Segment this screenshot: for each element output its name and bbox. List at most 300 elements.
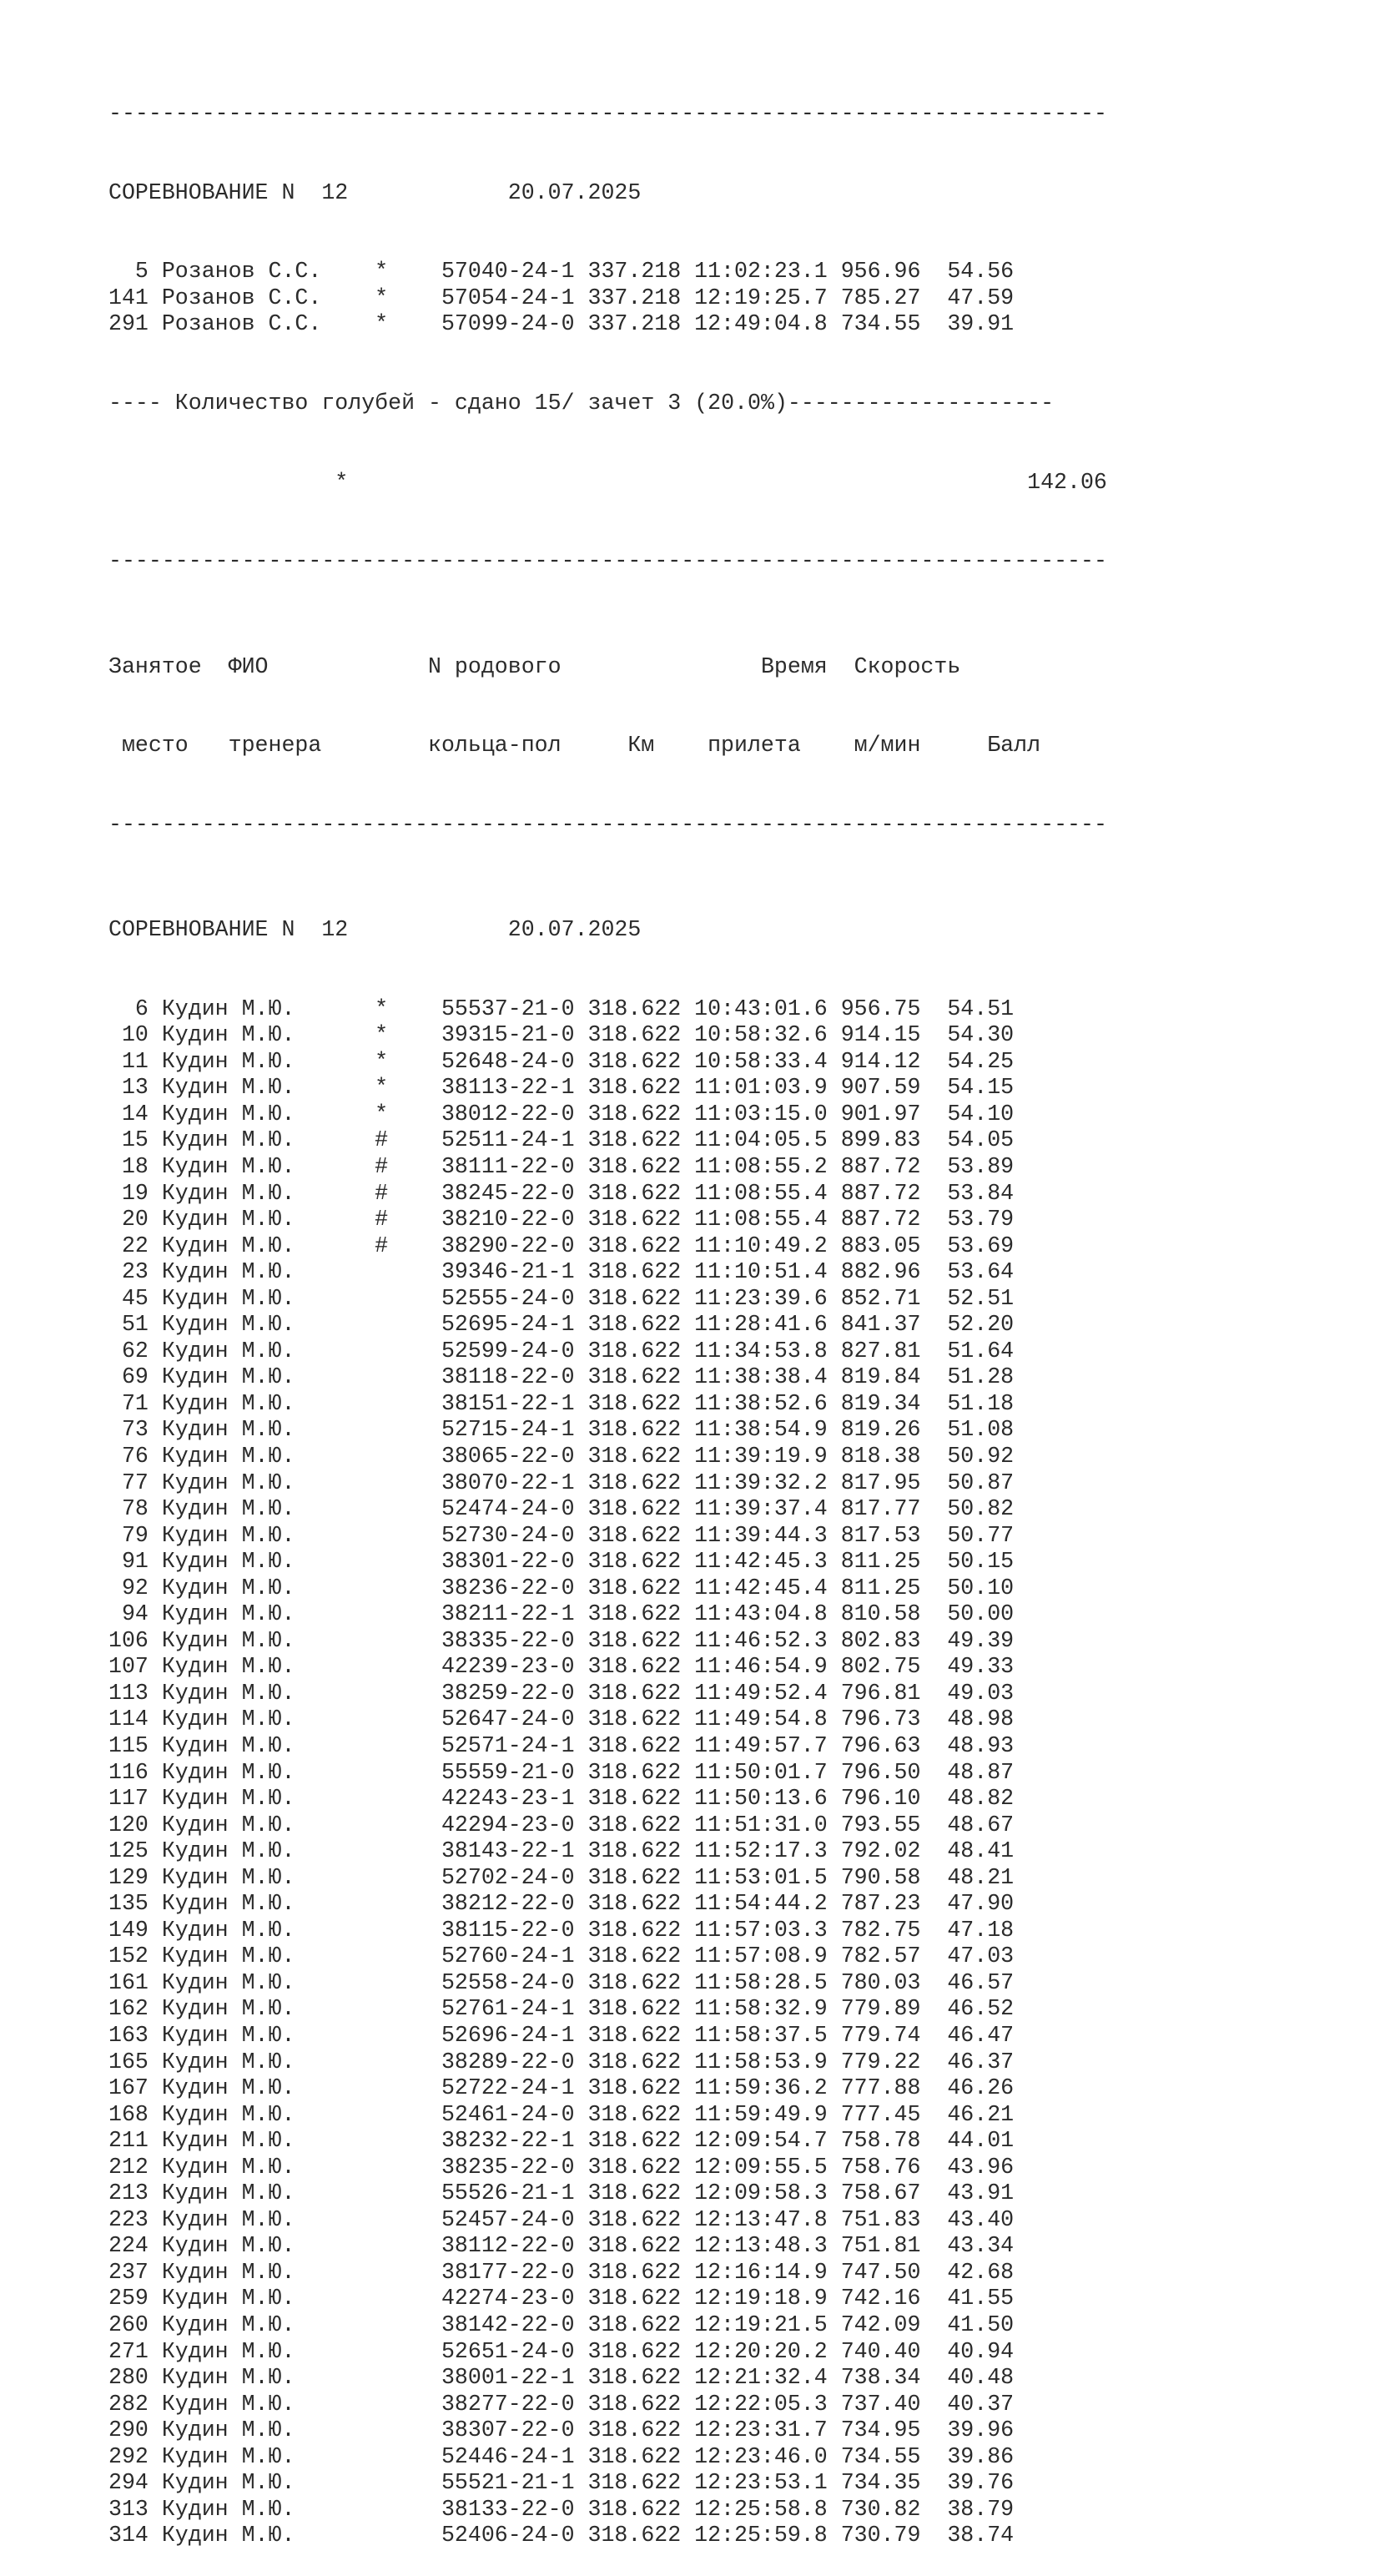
table-row xyxy=(108,2180,1107,2207)
competition-date: 20.07.2025 xyxy=(507,917,642,943)
place: 18 xyxy=(121,1153,149,1179)
table-row xyxy=(108,1628,1107,1655)
speed: 796.81 xyxy=(840,1680,921,1706)
table-row xyxy=(108,1918,1107,1944)
trainer-name: Кудин М.Ю. xyxy=(161,1917,295,1943)
arrival-time: 11:51:31.0 xyxy=(694,1812,828,1837)
distance-km: 318.622 xyxy=(587,2233,682,2259)
place: 163 xyxy=(108,2023,149,2049)
ring-number: 52695-24-1 xyxy=(441,1312,575,1338)
speed: 887.72 xyxy=(840,1153,921,1179)
ring-number: 38115-22-0 xyxy=(441,1917,575,1943)
distance-km: 318.622 xyxy=(587,1390,682,1416)
place: 313 xyxy=(108,2496,149,2522)
score: 43.40 xyxy=(947,2206,1015,2232)
speed: 901.97 xyxy=(840,1101,921,1127)
ring-number: 38177-22-0 xyxy=(441,2259,575,2285)
speed: 811.25 xyxy=(840,1575,921,1601)
speed: 914.15 xyxy=(840,1022,921,1048)
place: 141 xyxy=(108,285,149,310)
table-row xyxy=(108,1417,1107,1444)
place: 23 xyxy=(121,1259,149,1285)
place: 45 xyxy=(121,1285,149,1311)
score: 53.69 xyxy=(947,1233,1015,1258)
distance-km: 318.622 xyxy=(587,1101,682,1127)
score: 53.89 xyxy=(947,1153,1015,1179)
trainer-name: Кудин М.Ю. xyxy=(161,1759,295,1785)
score: 51.64 xyxy=(947,1338,1015,1364)
ring-number: 52457-24-0 xyxy=(441,2206,575,2232)
place: 259 xyxy=(108,2286,149,2311)
flag-mark: * xyxy=(375,285,389,310)
place: 280 xyxy=(108,2365,149,2391)
trainer-name: Кудин М.Ю. xyxy=(161,1733,295,1758)
arrival-time: 11:39:44.3 xyxy=(694,1522,828,1548)
place: 260 xyxy=(108,2312,149,2338)
table-row xyxy=(108,1549,1107,1575)
score: 38.74 xyxy=(947,2523,1015,2548)
speed: 734.35 xyxy=(840,2470,921,2496)
score: 54.51 xyxy=(947,996,1015,1021)
score: 49.39 xyxy=(947,1627,1015,1653)
ring-number: 38113-22-1 xyxy=(441,1075,575,1101)
place: 290 xyxy=(108,2417,149,2443)
flag-mark: * xyxy=(375,259,389,285)
table-row xyxy=(108,1970,1107,1997)
table-row xyxy=(108,996,1107,1023)
distance-km: 318.622 xyxy=(587,2075,682,2101)
place: 129 xyxy=(108,1864,149,1890)
arrival-time: 11:42:45.4 xyxy=(694,1575,828,1601)
place: 71 xyxy=(121,1390,149,1416)
ring-number: 52760-24-1 xyxy=(441,1943,575,1969)
score: 47.18 xyxy=(947,1917,1015,1943)
section1-rows xyxy=(108,259,1107,338)
trainer-name: Кудин М.Ю. xyxy=(161,1153,295,1179)
place: 10 xyxy=(121,1022,149,1048)
distance-km: 318.622 xyxy=(587,1417,682,1443)
speed: 747.50 xyxy=(840,2259,921,2285)
ring-number: 38212-22-0 xyxy=(441,1891,575,1917)
arrival-time: 10:43:01.6 xyxy=(694,996,828,1021)
speed: 796.10 xyxy=(840,1786,921,1812)
ring-number: 38133-22-0 xyxy=(441,2496,575,2522)
speed: 740.40 xyxy=(840,2338,921,2364)
speed: 734.55 xyxy=(840,2443,921,2469)
speed: 782.75 xyxy=(840,1917,921,1943)
distance-km: 318.622 xyxy=(587,1812,682,1837)
arrival-time: 11:39:19.9 xyxy=(694,1443,828,1469)
score: 50.92 xyxy=(947,1443,1015,1469)
place: 51 xyxy=(121,1312,149,1338)
score: 40.48 xyxy=(947,2365,1015,2391)
table-row xyxy=(108,1049,1107,1076)
score: 50.15 xyxy=(947,1549,1015,1575)
column-header-2 xyxy=(108,733,1107,759)
ring-number: 55537-21-0 xyxy=(441,996,575,1021)
distance-km: 318.622 xyxy=(587,1706,682,1732)
trainer-name: Кудин М.Ю. xyxy=(161,2365,295,2391)
table-row xyxy=(108,2392,1107,2418)
score: 39.76 xyxy=(947,2470,1015,2496)
trainer-name: Кудин М.Ю. xyxy=(161,1075,295,1101)
score: 46.57 xyxy=(947,1969,1015,1995)
table-row xyxy=(108,1286,1107,1313)
table-row xyxy=(108,1812,1107,1839)
ring-number: 38001-22-1 xyxy=(441,2365,575,2391)
trainer-name: Кудин М.Ю. xyxy=(161,1969,295,1995)
speed: 817.77 xyxy=(840,1496,921,1522)
distance-km: 318.622 xyxy=(587,2049,682,2074)
table-row xyxy=(108,259,1107,285)
flag-mark: # xyxy=(375,1207,389,1233)
arrival-time: 12:09:55.5 xyxy=(694,2154,828,2180)
arrival-time: 11:58:53.9 xyxy=(694,2049,828,2074)
score: 40.94 xyxy=(947,2338,1015,2364)
distance-km: 318.622 xyxy=(587,1207,682,1233)
speed: 758.76 xyxy=(840,2154,921,2180)
table-row xyxy=(108,2339,1107,2366)
arrival-time: 11:58:32.9 xyxy=(694,1996,828,2022)
trainer-name: Кудин М.Ю. xyxy=(161,1627,295,1653)
distance-km: 318.622 xyxy=(587,2128,682,2154)
ring-number: 38112-22-0 xyxy=(441,2233,575,2259)
table-row xyxy=(108,1706,1107,1733)
ring-number: 38111-22-0 xyxy=(441,1153,575,1179)
trainer-name: Кудин М.Ю. xyxy=(161,1812,295,1837)
trainer-name: Кудин М.Ю. xyxy=(161,1706,295,1732)
arrival-time: 11:28:41.6 xyxy=(694,1312,828,1338)
ring-number: 57054-24-1 xyxy=(441,285,575,310)
place: 107 xyxy=(108,1654,149,1680)
column-header-1 xyxy=(108,654,1107,681)
speed: 792.02 xyxy=(840,1838,921,1864)
distance-km: 318.622 xyxy=(587,2496,682,2522)
distance-km: 318.622 xyxy=(587,2312,682,2338)
arrival-time: 11:38:52.6 xyxy=(694,1390,828,1416)
score: 51.08 xyxy=(947,1417,1015,1443)
score: 48.98 xyxy=(947,1706,1015,1732)
ring-number: 38012-22-0 xyxy=(441,1101,575,1127)
table-row xyxy=(108,2365,1107,2392)
distance-km: 337.218 xyxy=(587,311,682,337)
distance-km: 318.622 xyxy=(587,1575,682,1601)
distance-km: 318.622 xyxy=(587,2417,682,2443)
distance-km: 318.622 xyxy=(587,2259,682,2285)
ring-number: 38151-22-1 xyxy=(441,1390,575,1416)
place: 292 xyxy=(108,2443,149,2469)
table-row xyxy=(108,2444,1107,2471)
distance-km: 318.622 xyxy=(587,1522,682,1548)
ring-number: 42294-23-0 xyxy=(441,1812,575,1837)
speed: 758.67 xyxy=(840,2180,921,2206)
distance-km: 318.622 xyxy=(587,1601,682,1627)
flag-mark: * xyxy=(375,311,389,337)
ring-number: 52648-24-0 xyxy=(441,1048,575,1074)
score: 46.47 xyxy=(947,2023,1015,2049)
header-score: Балл xyxy=(987,733,1041,759)
arrival-time: 11:50:01.7 xyxy=(694,1759,828,1785)
arrival-time: 11:42:45.3 xyxy=(694,1549,828,1575)
arrival-time: 11:08:55.4 xyxy=(694,1207,828,1233)
place: 117 xyxy=(108,1786,149,1812)
speed: 899.83 xyxy=(840,1127,921,1153)
header-time: прилета xyxy=(708,733,801,759)
divider: --------------------------------------------------------------------------- xyxy=(108,548,1107,574)
score: 41.50 xyxy=(947,2312,1015,2338)
speed: 758.78 xyxy=(840,2128,921,2154)
distance-km: 318.622 xyxy=(587,1259,682,1285)
trainer-name: Кудин М.Ю. xyxy=(161,2391,295,2417)
table-row xyxy=(108,1786,1107,1812)
trainer-name: Розанов С.С. xyxy=(161,285,322,310)
distance-km: 337.218 xyxy=(587,259,682,285)
ring-number: 52571-24-1 xyxy=(441,1733,575,1758)
score: 54.15 xyxy=(947,1075,1015,1101)
arrival-time: 12:09:54.7 xyxy=(694,2128,828,2154)
speed: 782.57 xyxy=(840,1943,921,1969)
table-row xyxy=(108,1838,1107,1865)
table-row xyxy=(108,2417,1107,2444)
trainer-name: Кудин М.Ю. xyxy=(161,1838,295,1864)
score: 50.00 xyxy=(947,1601,1015,1627)
trainer-name: Кудин М.Ю. xyxy=(161,1496,295,1522)
table-row xyxy=(108,1338,1107,1365)
arrival-time: 11:38:38.4 xyxy=(694,1364,828,1390)
place: 165 xyxy=(108,2049,149,2074)
distance-km: 318.622 xyxy=(587,1364,682,1390)
table-row xyxy=(108,1101,1107,1128)
competition-heading xyxy=(108,180,1107,207)
speed: 914.12 xyxy=(840,1048,921,1074)
arrival-time: 11:49:52.4 xyxy=(694,1680,828,1706)
trainer-name: Кудин М.Ю. xyxy=(161,2496,295,2522)
trainer-name: Кудин М.Ю. xyxy=(161,2128,295,2154)
table-row xyxy=(108,2286,1107,2312)
distance-km: 318.622 xyxy=(587,2180,682,2206)
place: 271 xyxy=(108,2338,149,2364)
table-row xyxy=(108,1444,1107,1470)
arrival-time: 12:20:20.2 xyxy=(694,2338,828,2364)
score: 51.18 xyxy=(947,1390,1015,1416)
score: 39.96 xyxy=(947,2417,1015,2443)
table-row xyxy=(108,1364,1107,1391)
arrival-time: 11:57:08.9 xyxy=(694,1943,828,1969)
place: 114 xyxy=(108,1706,149,1732)
speed: 785.27 xyxy=(840,285,921,310)
arrival-time: 11:58:37.5 xyxy=(694,2023,828,2049)
divider: --------------------------------------------------------------------------- xyxy=(108,101,1107,127)
table-row xyxy=(108,1259,1107,1286)
trainer-name: Кудин М.Ю. xyxy=(161,2443,295,2469)
distance-km: 318.622 xyxy=(587,2391,682,2417)
speed: 841.37 xyxy=(840,1312,921,1338)
score: 54.30 xyxy=(947,1022,1015,1048)
score: 53.79 xyxy=(947,1207,1015,1233)
score: 52.51 xyxy=(947,1285,1015,1311)
header-name: ФИО xyxy=(228,653,269,679)
ring-number: 57040-24-1 xyxy=(441,259,575,285)
flag-mark: * xyxy=(375,1075,389,1101)
arrival-time: 12:19:21.5 xyxy=(694,2312,828,2338)
speed: 787.23 xyxy=(840,1891,921,1917)
score: 48.93 xyxy=(947,1733,1015,1758)
speed: 734.55 xyxy=(840,311,921,337)
speed: 819.34 xyxy=(840,1390,921,1416)
ring-number: 38307-22-0 xyxy=(441,2417,575,2443)
speed: 796.50 xyxy=(840,1759,921,1785)
header-km: Км xyxy=(627,733,655,759)
score: 44.01 xyxy=(947,2128,1015,2154)
speed: 802.83 xyxy=(840,1627,921,1653)
score: 47.03 xyxy=(947,1943,1015,1969)
speed: 887.72 xyxy=(840,1207,921,1233)
table-row xyxy=(108,1681,1107,1707)
distance-km: 318.622 xyxy=(587,1969,682,1995)
arrival-time: 11:49:57.7 xyxy=(694,1733,828,1758)
header-ring: N родового xyxy=(427,653,562,679)
table-row xyxy=(108,2260,1107,2286)
distance-km: 318.622 xyxy=(587,1048,682,1074)
speed: 887.72 xyxy=(840,1180,921,1206)
trainer-name: Кудин М.Ю. xyxy=(161,2338,295,2364)
score: 43.96 xyxy=(947,2154,1015,2180)
trainer-name: Кудин М.Ю. xyxy=(161,1285,295,1311)
speed: 738.34 xyxy=(840,2365,921,2391)
speed: 793.55 xyxy=(840,1812,921,1837)
arrival-time: 12:23:31.7 xyxy=(694,2417,828,2443)
arrival-time: 12:25:59.8 xyxy=(694,2523,828,2548)
arrival-time: 12:16:14.9 xyxy=(694,2259,828,2285)
place: 19 xyxy=(121,1180,149,1206)
place: 14 xyxy=(121,1101,149,1127)
distance-km: 318.622 xyxy=(587,1891,682,1917)
divider: --------------------------------------------------------------------------- xyxy=(108,811,1107,837)
distance-km: 318.622 xyxy=(587,1943,682,1969)
arrival-time: 11:34:53.8 xyxy=(694,1338,828,1364)
arrival-time: 11:03:15.0 xyxy=(694,1101,828,1127)
distance-km: 318.622 xyxy=(587,2101,682,2127)
table-row xyxy=(108,1470,1107,1497)
arrival-time: 11:01:03.9 xyxy=(694,1075,828,1101)
distance-km: 318.622 xyxy=(587,1469,682,1495)
trainer-name: Кудин М.Ю. xyxy=(161,1127,295,1153)
trainer-name: Кудин М.Ю. xyxy=(161,1680,295,1706)
distance-km: 337.218 xyxy=(587,285,682,310)
trainer-name: Кудин М.Ю. xyxy=(161,2312,295,2338)
ring-number: 42239-23-0 xyxy=(441,1654,575,1680)
place: 135 xyxy=(108,1891,149,1917)
table-row xyxy=(108,2049,1107,2076)
place: 223 xyxy=(108,2206,149,2232)
trainer-name: Кудин М.Ю. xyxy=(161,1207,295,1233)
ring-number: 38232-22-1 xyxy=(441,2128,575,2154)
distance-km: 318.622 xyxy=(587,1549,682,1575)
arrival-time: 11:53:01.5 xyxy=(694,1864,828,1890)
arrival-time: 12:22:05.3 xyxy=(694,2391,828,2417)
trainer-name: Кудин М.Ю. xyxy=(161,2101,295,2127)
table-row xyxy=(108,2470,1107,2497)
speed: 777.88 xyxy=(840,2075,921,2101)
place: 291 xyxy=(108,311,149,337)
trainer-name: Кудин М.Ю. xyxy=(161,1575,295,1601)
score: 46.21 xyxy=(947,2101,1015,2127)
ring-number: 38211-22-1 xyxy=(441,1601,575,1627)
trainer-name: Кудин М.Ю. xyxy=(161,1180,295,1206)
table-row xyxy=(108,1496,1107,1523)
ring-number: 38118-22-0 xyxy=(441,1364,575,1390)
trainer-name: Кудин М.Ю. xyxy=(161,1022,295,1048)
ring-number: 39315-21-0 xyxy=(441,1022,575,1048)
place: 149 xyxy=(108,1917,149,1943)
score: 50.82 xyxy=(947,1496,1015,1522)
trainer-name: Кудин М.Ю. xyxy=(161,2154,295,2180)
distance-km: 318.622 xyxy=(587,1838,682,1864)
place: 115 xyxy=(108,1733,149,1758)
table-row xyxy=(108,1760,1107,1787)
table-row xyxy=(108,2312,1107,2339)
table-row xyxy=(108,1891,1107,1918)
trainer-name: Кудин М.Ю. xyxy=(161,996,295,1021)
table-row xyxy=(108,2233,1107,2260)
distance-km: 318.622 xyxy=(587,2523,682,2548)
speed: 742.09 xyxy=(840,2312,921,2338)
ring-number: 57099-24-0 xyxy=(441,311,575,337)
score: 46.52 xyxy=(947,1996,1015,2022)
competition-heading xyxy=(108,917,1107,944)
header-place: место xyxy=(121,733,189,759)
distance-km: 318.622 xyxy=(587,1285,682,1311)
score: 41.55 xyxy=(947,2286,1015,2311)
table-row xyxy=(108,1181,1107,1207)
score: 54.25 xyxy=(947,1048,1015,1074)
speed: 818.38 xyxy=(840,1443,921,1469)
speed: 817.53 xyxy=(840,1522,921,1548)
ring-number: 52511-24-1 xyxy=(441,1127,575,1153)
place: 20 xyxy=(121,1207,149,1233)
distance-km: 318.622 xyxy=(587,2470,682,2496)
speed: 882.96 xyxy=(840,1259,921,1285)
ring-number: 55559-21-0 xyxy=(441,1759,575,1785)
score: 47.59 xyxy=(947,285,1015,310)
score: 39.86 xyxy=(947,2443,1015,2469)
place: 294 xyxy=(108,2470,149,2496)
score: 50.87 xyxy=(947,1469,1015,1495)
table-row xyxy=(108,1022,1107,1049)
place: 92 xyxy=(121,1575,149,1601)
arrival-time: 11:04:05.5 xyxy=(694,1127,828,1153)
ring-number: 52722-24-1 xyxy=(441,2075,575,2101)
score: 54.10 xyxy=(947,1101,1015,1127)
trainer-name: Кудин М.Ю. xyxy=(161,1048,295,1074)
speed: 852.71 xyxy=(840,1285,921,1311)
speed: 779.22 xyxy=(840,2049,921,2074)
trainer-name: Кудин М.Ю. xyxy=(161,1338,295,1364)
place: 113 xyxy=(108,1680,149,1706)
score: 48.41 xyxy=(947,1838,1015,1864)
speed: 790.58 xyxy=(840,1864,921,1890)
distance-km: 318.622 xyxy=(587,2023,682,2049)
ring-number: 52651-24-0 xyxy=(441,2338,575,2364)
arrival-time: 11:10:49.2 xyxy=(694,1233,828,1258)
flag-mark: # xyxy=(375,1180,389,1206)
distance-km: 318.622 xyxy=(587,1233,682,1258)
trainer-name: Кудин М.Ю. xyxy=(161,1259,295,1285)
speed: 779.74 xyxy=(840,2023,921,2049)
score: 42.68 xyxy=(947,2259,1015,2285)
header-place: Занятое xyxy=(108,653,202,679)
speed: 742.16 xyxy=(840,2286,921,2311)
